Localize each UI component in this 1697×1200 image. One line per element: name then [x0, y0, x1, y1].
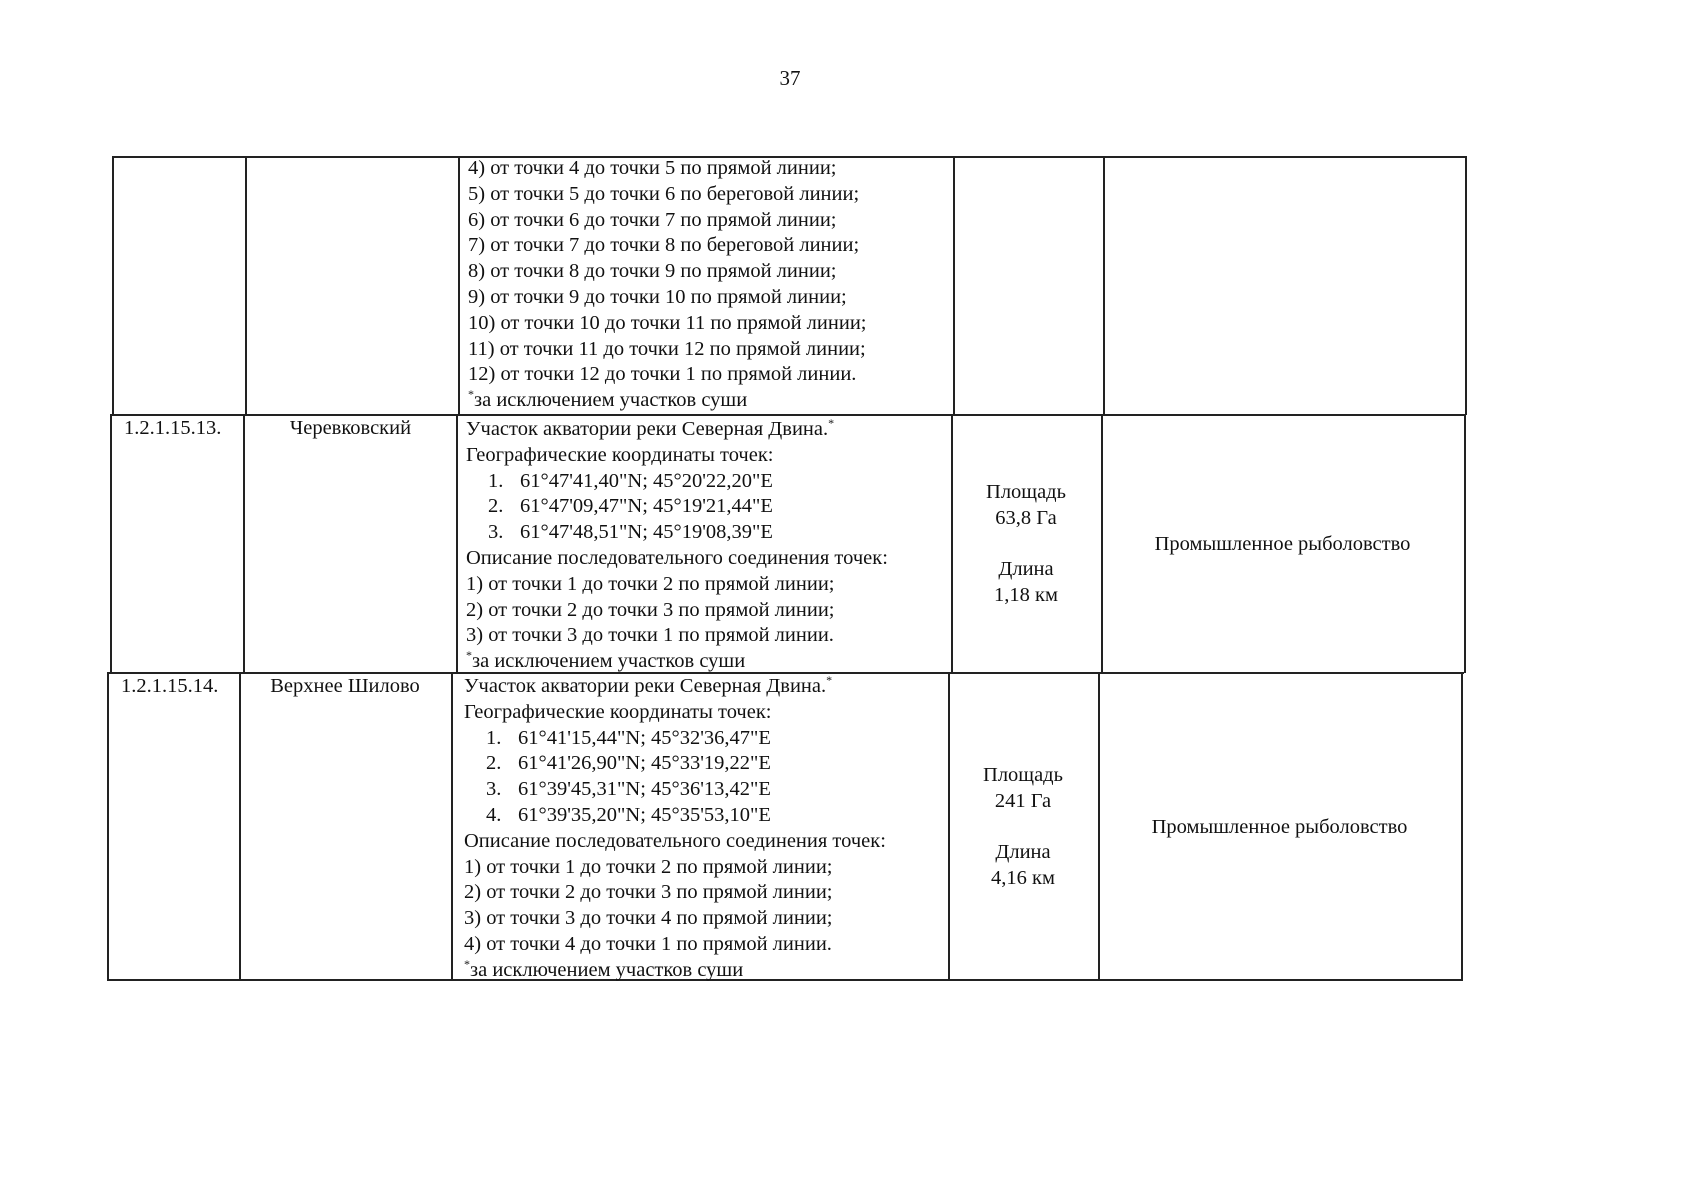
site-title: Участок акватории реки Северная Двина.* [464, 673, 833, 697]
page-number: 37 [779, 66, 801, 90]
site-description [464, 674, 886, 984]
footnote-line: *за исключением участков суши [464, 956, 744, 981]
column-border-1 [243, 414, 245, 673]
connection-step: 1) от точки 1 до точки 2 по прямой линии; [466, 572, 835, 595]
area-length-cell [951, 480, 1101, 609]
length-value: 1,18 км [994, 584, 1058, 607]
coordinate-item: 1. 61°47'41,40"N; 45°20'22,20"E [488, 469, 773, 492]
column-border-1 [245, 156, 247, 415]
area-label: Площадь [983, 764, 1063, 786]
site-title: Участок акватории реки Северная Двина.* [466, 416, 835, 440]
connection-step: 6) от точки 6 до точки 7 по прямой линии; [468, 208, 837, 231]
coordinate-item: 1. 61°41'15,44"N; 45°32'36,47"E [486, 726, 771, 749]
area-value: 63,8 Га [995, 506, 1057, 529]
column-border-2 [451, 672, 453, 980]
connection-step: 4) от точки 4 до точки 5 по прямой линии; [468, 157, 837, 179]
row-id: 1.2.1.15.14. [121, 675, 219, 697]
site-name: Черевковский [289, 417, 412, 439]
connection-step: 2) от точки 2 до точки 3 по прямой линии; [466, 598, 835, 621]
connection-step: 3) от точки 3 до точки 1 по прямой линии. [466, 624, 834, 647]
description-header: Описание последовательного соединения точек: [466, 546, 888, 569]
coordinate-item: 4. 61°39'35,20"N; 45°35'53,10"E [486, 803, 771, 826]
purpose-cell: Промышленное рыболовство [1154, 533, 1411, 555]
continuation-description [468, 156, 866, 414]
footnote-marker: * [466, 648, 472, 663]
coords-header: Географические координаты точек: [466, 443, 774, 466]
coordinate-item: 2. 61°41'26,90"N; 45°33'19,22"E [486, 752, 771, 775]
area-label: Площадь [986, 481, 1066, 503]
column-border-1 [239, 672, 241, 980]
footnote-line: *за исключением участков суши [466, 648, 746, 673]
coordinate-item: 3. 61°47'48,51"N; 45°19'08,39"E [488, 521, 773, 544]
column-border-4 [1103, 156, 1105, 415]
length-label: Длина [998, 558, 1054, 581]
connection-step: 1) от точки 1 до точки 2 по прямой линии; [464, 855, 833, 878]
site-name: Верхнее Шилово [270, 675, 420, 697]
footnote-text: за исключением участков суши [474, 389, 748, 412]
connection-step: 4) от точки 4 до точки 1 по прямой линии. [464, 932, 832, 955]
connection-step: 8) от точки 8 до точки 9 по прямой линии; [468, 260, 837, 283]
row-id: 1.2.1.15.13. [124, 417, 222, 439]
coords-header: Географические координаты точек: [464, 700, 772, 723]
column-border-2 [458, 156, 460, 415]
area-value: 241 Га [994, 789, 1052, 812]
connection-step: 9) от точки 9 до точки 10 по прямой линии; [468, 285, 847, 308]
connection-step: 12) от точки 12 до точки 1 по прямой линии. [468, 363, 857, 386]
cell-spacer [951, 532, 1101, 558]
connection-step: 10) от точки 10 до точки 11 по прямой линии; [468, 311, 867, 334]
connection-step: 11) от точки 11 до точки 12 по прямой линии; [468, 337, 866, 360]
connection-step: 2) от точки 2 до точки 3 по прямой линии; [464, 881, 833, 904]
footnote-line [468, 388, 866, 414]
purpose-cell: Промышленное рыболовство [1151, 816, 1408, 838]
footnote-marker: * [464, 956, 470, 971]
length-label: Длина [995, 841, 1051, 864]
column-border-3 [953, 156, 955, 415]
length-value: 4,16 км [991, 867, 1055, 890]
connection-step: 5) от точки 5 до точки 6 по береговой линии; [468, 182, 860, 205]
column-border-left [112, 156, 114, 415]
connection-step: 3) от точки 3 до точки 4 по прямой линии; [464, 907, 833, 930]
column-border-2 [456, 414, 458, 673]
column-border-right [1464, 414, 1466, 673]
column-border-left [107, 672, 109, 980]
footnote-marker: * [826, 673, 833, 687]
connection-step: 7) от точки 7 до точки 8 по береговой линии; [468, 234, 860, 257]
coordinate-item: 3. 61°39'45,31"N; 45°36'13,42"E [486, 778, 771, 801]
footnote-marker: * [468, 387, 474, 402]
coordinate-item: 2. 61°47'09,47"N; 45°19'21,44"E [488, 495, 773, 518]
column-border-right [1465, 156, 1467, 415]
footnote-marker: * [828, 416, 835, 430]
area-length-cell [948, 763, 1098, 892]
column-border-left [110, 414, 112, 673]
column-border-right [1461, 672, 1463, 980]
site-description [466, 417, 888, 675]
description-header: Описание последовательного соединения точек: [464, 829, 886, 852]
cell-spacer [948, 815, 1098, 841]
